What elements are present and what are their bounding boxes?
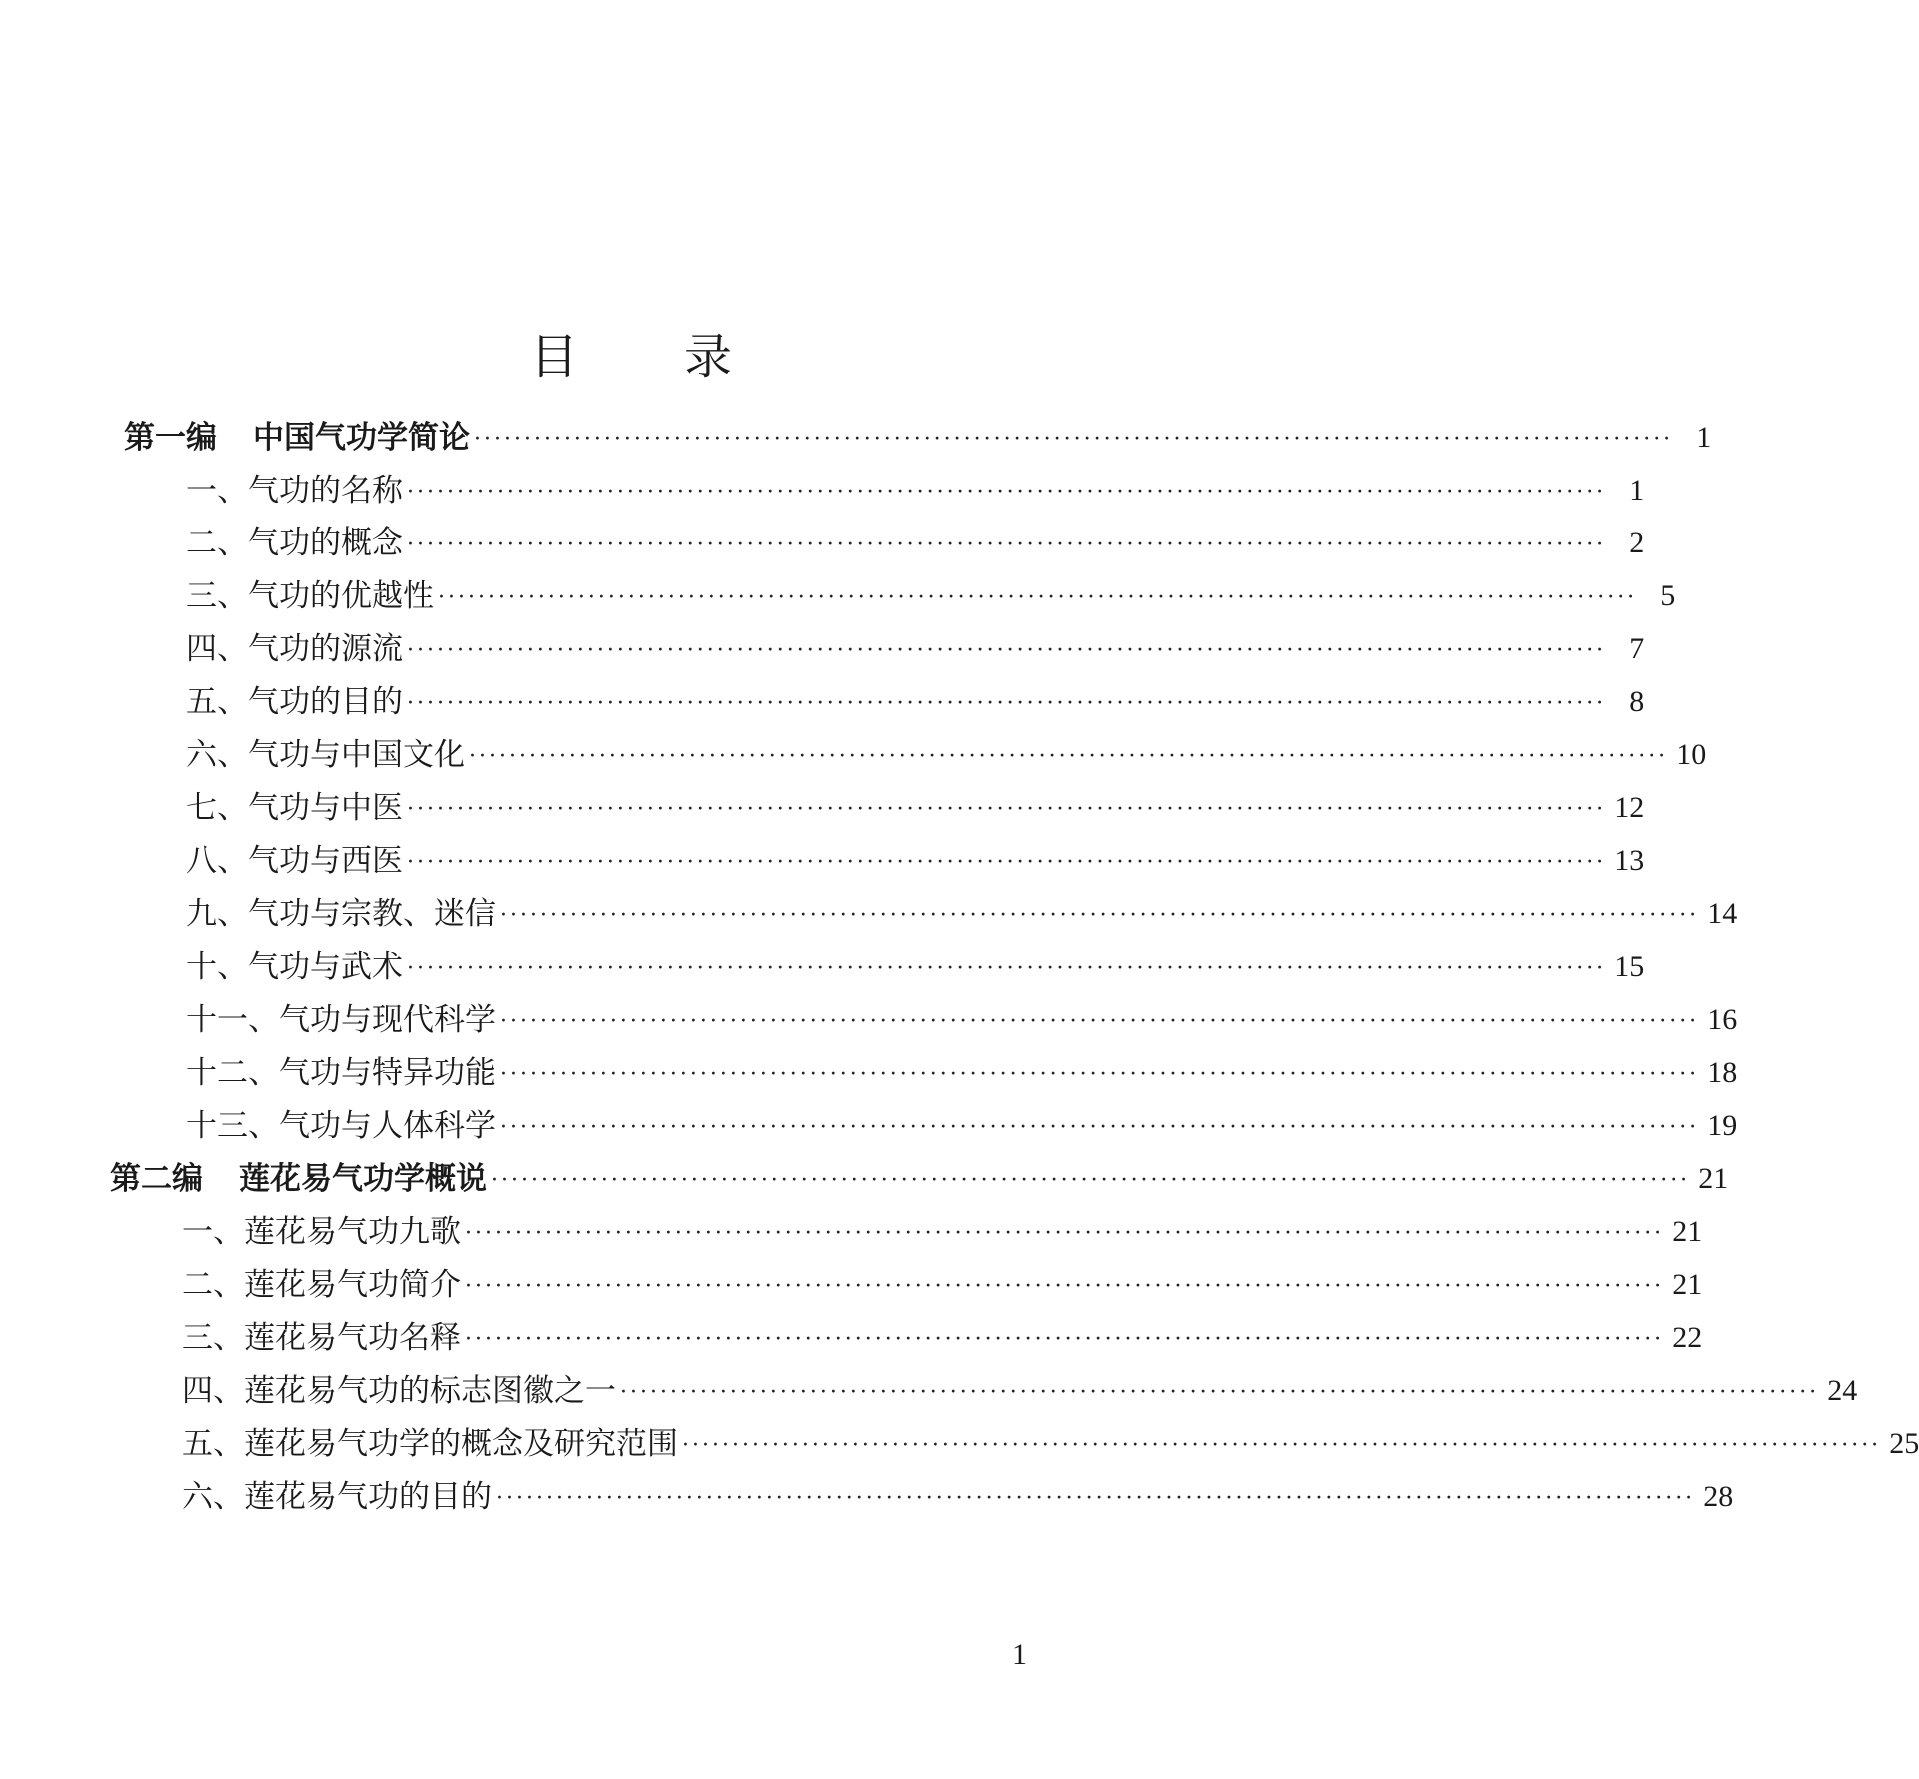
toc-entry-title: 气功与中国文化	[248, 737, 465, 773]
toc-entry-title: 莲花易气功九歌	[244, 1214, 461, 1250]
toc-section-row	[186, 471, 1645, 511]
toc-entry-number: 四、	[182, 1373, 244, 1409]
toc-entry-number: 第二编	[110, 1161, 203, 1197]
toc-entry-page: 21	[1672, 1215, 1703, 1248]
toc-section-row	[186, 576, 1676, 616]
toc-leader-dots: ························································································································	[465, 1327, 1665, 1352]
toc-entry-number: 七、	[186, 790, 248, 826]
toc-leader-dots: ························································································································	[407, 480, 1607, 505]
title-char-lu: 录	[684, 329, 733, 385]
toc-leader-dots: ························································································································	[620, 1380, 1820, 1405]
toc-entry-title: 气功与中医	[248, 790, 403, 826]
toc-leader-dots: ························································································································	[465, 1274, 1665, 1299]
toc-entry-page: 13	[1614, 844, 1645, 877]
toc-section-row	[186, 894, 1738, 934]
toc-entry-page: 22	[1672, 1321, 1703, 1354]
toc-entry-title: 气功的名称	[248, 473, 403, 509]
toc-leader-dots: ························································································································	[407, 638, 1607, 663]
toc-leader-dots: ························································································································	[469, 744, 1669, 769]
toc-section-row	[182, 1477, 1734, 1517]
toc-leader-dots: ························································································································	[407, 850, 1607, 875]
toc-entry-page: 21	[1672, 1268, 1703, 1301]
toc-entry-number: 五、	[186, 684, 248, 720]
toc-section-row	[186, 523, 1645, 563]
title-char-mu: 目	[529, 329, 578, 385]
toc-leader-dots: ························································································································	[407, 797, 1607, 822]
page-number: 1	[1012, 1638, 1027, 1671]
toc-leader-dots: ························································································································	[407, 956, 1607, 981]
toc-entry-title: 莲花易气功名释	[244, 1320, 461, 1356]
toc-leader-dots: ························································································································	[500, 903, 1700, 928]
toc-entry-number: 二、	[182, 1267, 244, 1303]
toc-entry-title: 气功的源流	[248, 631, 403, 667]
toc-leader-dots: ························································································································	[407, 691, 1607, 716]
toc-entry-number: 四、	[186, 631, 248, 667]
toc-section-row	[182, 1318, 1703, 1358]
toc-entry-page: 19	[1707, 1109, 1738, 1142]
toc-section-row	[186, 947, 1645, 987]
toc-section-row	[182, 1265, 1703, 1305]
toc-entry-page: 25	[1889, 1427, 1919, 1460]
toc-leader-dots: ························································································································	[474, 427, 1674, 452]
toc-entry-number: 三、	[182, 1320, 244, 1356]
toc-entry-page: 21	[1698, 1162, 1729, 1195]
toc-entry-number: 一、	[182, 1214, 244, 1250]
toc-entry-page: 10	[1676, 738, 1707, 771]
toc-entry-page: 14	[1707, 897, 1738, 930]
toc-entry-title: 莲花易气功的目的	[244, 1479, 492, 1515]
toc-section-row	[186, 841, 1645, 881]
toc-entry-title: 气功的优越性	[248, 578, 434, 614]
toc-entry-page: 2	[1629, 526, 1645, 559]
toc-entry-page: 28	[1703, 1480, 1734, 1513]
toc-entry-title: 气功与现代科学	[279, 1002, 496, 1038]
toc-part-row	[124, 418, 1712, 458]
toc-leader-dots: ························································································································	[491, 1168, 1691, 1193]
toc-entry-number: 二、	[186, 525, 248, 561]
toc-entry-title: 气功与人体科学	[279, 1108, 496, 1144]
page-title	[0, 318, 1262, 387]
toc-section-row	[182, 1212, 1703, 1252]
toc-leader-dots: ························································································································	[500, 1115, 1700, 1140]
toc-entry-title: 气功的目的	[248, 684, 403, 720]
toc-leader-dots: ························································································································	[682, 1433, 1882, 1458]
toc-section-row	[186, 682, 1645, 722]
toc-entry-number: 十、	[186, 949, 248, 985]
toc-entry-number: 五、	[182, 1426, 244, 1462]
toc-leader-dots: ························································································································	[407, 532, 1607, 557]
toc-leader-dots: ························································································································	[465, 1221, 1665, 1246]
toc-entry-page: 7	[1629, 632, 1645, 665]
toc-entry-title: 气功与特异功能	[279, 1055, 496, 1091]
toc-entry-page: 1	[1629, 474, 1645, 507]
toc-entry-page: 16	[1707, 1003, 1738, 1036]
toc-entry-page: 8	[1629, 685, 1645, 718]
toc-entry-title: 气功与宗教、迷信	[248, 896, 496, 932]
toc-entry-title: 莲花易气功学概说	[239, 1161, 487, 1197]
toc-section-row	[186, 1053, 1738, 1093]
toc-entry-title: 气功与武术	[248, 949, 403, 985]
toc-leader-dots: ························································································································	[500, 1062, 1700, 1087]
toc-entry-title: 莲花易气功的标志图徽之一	[244, 1373, 616, 1409]
toc-section-row	[186, 1106, 1738, 1146]
toc-entry-number: 六、	[186, 737, 248, 773]
toc-section-row	[182, 1424, 1919, 1464]
toc-section-row	[186, 735, 1707, 775]
toc-entry-number: 十二、	[186, 1055, 279, 1091]
toc-entry-number: 第一编	[124, 420, 217, 456]
toc-entry-number: 三、	[186, 578, 248, 614]
toc-entry-number: 十一、	[186, 1002, 279, 1038]
toc-leader-dots: ························································································································	[438, 585, 1638, 610]
toc-section-row	[186, 629, 1645, 669]
toc-entry-page: 1	[1696, 421, 1712, 454]
toc-leader-dots: ························································································································	[500, 1009, 1700, 1034]
toc-entry-page: 15	[1614, 950, 1645, 983]
toc-entry-title: 莲花易气功学的概念及研究范围	[244, 1426, 678, 1462]
toc-entry-title: 中国气功学简论	[253, 420, 470, 456]
toc-entry-number: 九、	[186, 896, 248, 932]
toc-entry-page: 18	[1707, 1056, 1738, 1089]
toc-entry-page: 24	[1827, 1374, 1858, 1407]
toc-section-row	[186, 1000, 1738, 1040]
toc-section-row	[182, 1371, 1858, 1411]
toc-entry-title: 气功的概念	[248, 525, 403, 561]
toc-part-row	[110, 1159, 1729, 1199]
toc-entry-number: 十三、	[186, 1108, 279, 1144]
toc-entry-title: 莲花易气功简介	[244, 1267, 461, 1303]
toc-entry-page: 12	[1614, 791, 1645, 824]
toc-entry-title: 气功与西医	[248, 843, 403, 879]
toc-leader-dots: ························································································································	[496, 1486, 1696, 1511]
toc-entry-number: 一、	[186, 473, 248, 509]
toc-section-row	[186, 788, 1645, 828]
toc-entry-number: 八、	[186, 843, 248, 879]
toc-entry-page: 5	[1660, 579, 1676, 612]
toc-entry-number: 六、	[182, 1479, 244, 1515]
